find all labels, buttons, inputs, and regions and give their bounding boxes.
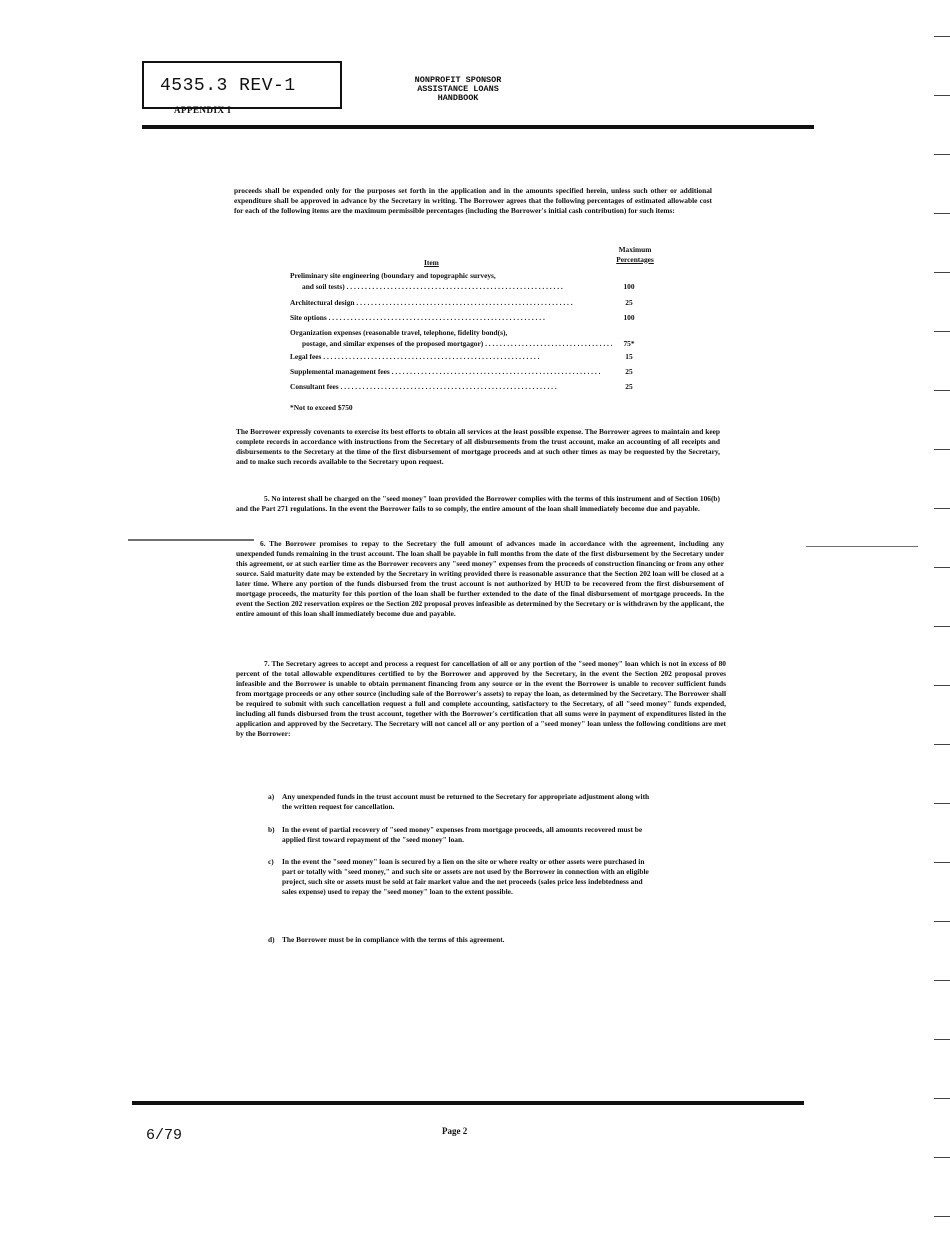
table-row xyxy=(290,271,670,291)
list-item xyxy=(268,935,658,945)
margin-tick xyxy=(934,685,950,686)
max-percentages-header xyxy=(607,245,663,264)
margin-tick xyxy=(934,626,950,627)
page-number: Page 2 xyxy=(442,1126,468,1136)
footer-rule xyxy=(132,1101,804,1105)
handbook-title-line: ASSISTANCE LOANS xyxy=(417,84,499,94)
margin-tick xyxy=(934,1216,950,1217)
list-text: In the event the "seed money" loan is secured by a lien on the site or where realty or other assets were purchased in part or totally with "seed money," and such site or assets are not used by the Borrower in connection with an eligible project, such site or assets must be sold at fair market value and the net proceeds (sales price less indebtedness and sales expense) used to repay the "seed money" loan to the extent possible. xyxy=(282,857,649,896)
header-rule xyxy=(142,125,814,129)
row-label: Consultant fees xyxy=(290,382,339,391)
margin-tick xyxy=(934,862,950,863)
list-item xyxy=(268,857,658,917)
row-label-cont: postage, and similar expenses of the proposed mortgagor) xyxy=(302,339,484,348)
margin-tick xyxy=(934,508,950,509)
appendix-label: APPENDIX I xyxy=(174,105,232,115)
margin-tick xyxy=(934,744,950,745)
row-label: Preliminary site engineering (boundary and topographic surveys, xyxy=(290,271,496,280)
list-marker: a) xyxy=(268,792,275,801)
paragraph-7: 7. The Secretary agrees to accept and process a request for cancellation of all or any portion of the "seed money" loan which is not in excess of 80 percent of the total allowable expenditures certified to by the Borrower and approved by the Secretary, in the event the Section 202 proposal proves infeasible and the Borrower is unable to obtain permanent financing from any source or in the event the Borrower is unable to recover sufficient funds from mortgage proceeds or any other source (including sale of the Borrower's assets) to repay the loan, as determined by the Secretary. The Borrower shall be required to submit with such cancellation request a full and complete accounting, satisfactory to the Secretary, of all "seed money" funds expended, including all funds disbursed from the trust account, together with the Borrower's certification that all sums were in payment of expenditures listed in the application and approved by the Secretary. The Secretary will not cancel all or any portion of a "seed money" loan unless the following conditions are met by the Borrower: xyxy=(236,659,726,738)
paragraph-6: 6. The Borrower promises to repay to the Secretary the full amount of advances made in accordance with the agreement, including any unexpended funds remaining in the trust account. The loan shall be payable in full months from the date of the first disbursement by the Secretary under this agreement, or at such earlier time as the Borrower recovers any "seed money" expenses from the proceeds of construction financing or from any other source. Said maturity date may be extended by the Secretary in writing provided there is reasonable assurance that the Section 202 loan will be closed at a later time. Where any portion of the funds disbursed from the trust account is not authorized by HUD to be recovered from the first disbursement of mortgage proceeds, the maturity for this portion of the loan shall be further extended to the date of the final disbursement of mortgage proceeds. In the event the Section 202 reservation expires or the Section 202 proposal proves infeasible as determined by the Secretary or is withdrawn by the applicant, the entire amount of this loan shall immediately become due and payable. xyxy=(236,539,724,618)
table-row xyxy=(290,313,670,323)
margin-tick xyxy=(934,921,950,922)
row-label: Legal fees xyxy=(290,352,322,361)
margin-tick xyxy=(934,36,950,37)
list-text: The Borrower must be in compliance with the terms of this agreement. xyxy=(282,935,505,944)
row-value: 25 xyxy=(625,298,633,307)
handbook-title xyxy=(408,76,508,103)
margin-tick xyxy=(934,272,950,273)
table-footnote: *Not to exceed $750 xyxy=(290,403,353,412)
row-label: Supplemental management fees xyxy=(290,367,390,376)
list-marker: b) xyxy=(268,825,275,834)
margin-tick xyxy=(934,449,950,450)
row-label: Site options xyxy=(290,313,327,322)
row-label-cont: and soil tests) xyxy=(302,282,345,291)
table-row xyxy=(290,328,670,348)
document-number: 4535.3 REV-1 xyxy=(160,76,296,96)
row-value: 15 xyxy=(625,352,633,361)
max-header-line: Maximum xyxy=(618,245,652,254)
margin-tick xyxy=(934,1039,950,1040)
row-label: Organization expenses (reasonable travel, telephone, fidelity bond(s), xyxy=(290,328,508,337)
list-item xyxy=(268,825,658,845)
margin-tick xyxy=(934,154,950,155)
intro-paragraph: proceeds shall be expended only for the purposes set forth in the application and in the amounts specified herein, unless such other or additional expenditure shall be approved in advance by the Secretary in writing. The Borrower agrees that the following percentages of estimated allowable cost for each of the following items are the maximum permissible percentages (including the Borrower's initial cash contribution) for such items: xyxy=(234,186,712,215)
list-text: In the event of partial recovery of "seed money" expenses from mortgage proceeds, all amounts recovered must be applied first toward repayment of the "seed money" loan. xyxy=(282,825,643,844)
margin-tick xyxy=(934,803,950,804)
list-marker: c) xyxy=(268,857,274,866)
margin-tick xyxy=(934,1098,950,1099)
list-item xyxy=(268,792,658,812)
margin-tick xyxy=(934,567,950,568)
table-row xyxy=(290,298,670,308)
margin-tick xyxy=(934,390,950,391)
list-text: Any unexpended funds in the trust account must be returned to the Secretary for appropriate adjustment along with the written request for cancellation. xyxy=(282,792,650,811)
margin-tick xyxy=(934,95,950,96)
margin-tick xyxy=(934,1157,950,1158)
row-value: 25 xyxy=(625,367,633,376)
row-value: 100 xyxy=(623,282,635,291)
paragraph-5: 5. No interest shall be charged on the "seed money" loan provided the Borrower complies with the terms of this instrument and of Section 106(b) and the Part 271 regulations. In the event the Borrower fails to so comply, the entire amount of the loan shall immediately become due and payable. xyxy=(236,494,720,513)
row-label: Architectural design xyxy=(290,298,355,307)
handbook-title-line: HANDBOOK xyxy=(437,93,479,103)
table-row xyxy=(290,352,670,362)
paragraph-borrower-covenant: The Borrower expressly covenants to exercise its best efforts to obtain all services at the least possible expense. The Borrower agrees to maintain and keep complete records in accordance with instructions from the Secretary of all disbursements from the trust account, make an accounting of all receipts and disbursements to the Secretary at the time of the first disbursement of mortgage proceeds and at such other times as may be requested by the Secretary, and to make such records available to the Secretary upon request. xyxy=(236,427,720,466)
scan-artifact xyxy=(128,539,254,541)
footer-date: 6/79 xyxy=(146,1127,183,1144)
row-value: 75* xyxy=(623,339,635,348)
row-value: 25 xyxy=(625,382,633,391)
list-marker: d) xyxy=(268,935,275,944)
row-value: 100 xyxy=(623,313,635,322)
table-row xyxy=(290,367,670,377)
margin-tick xyxy=(934,980,950,981)
max-header-line: Percentages xyxy=(616,254,654,264)
table-row xyxy=(290,382,670,392)
margin-tick xyxy=(934,213,950,214)
scan-artifact xyxy=(806,546,918,547)
margin-tick xyxy=(934,331,950,332)
handbook-title-line: NONPROFIT SPONSOR xyxy=(414,75,502,85)
item-header: Item xyxy=(424,258,439,267)
